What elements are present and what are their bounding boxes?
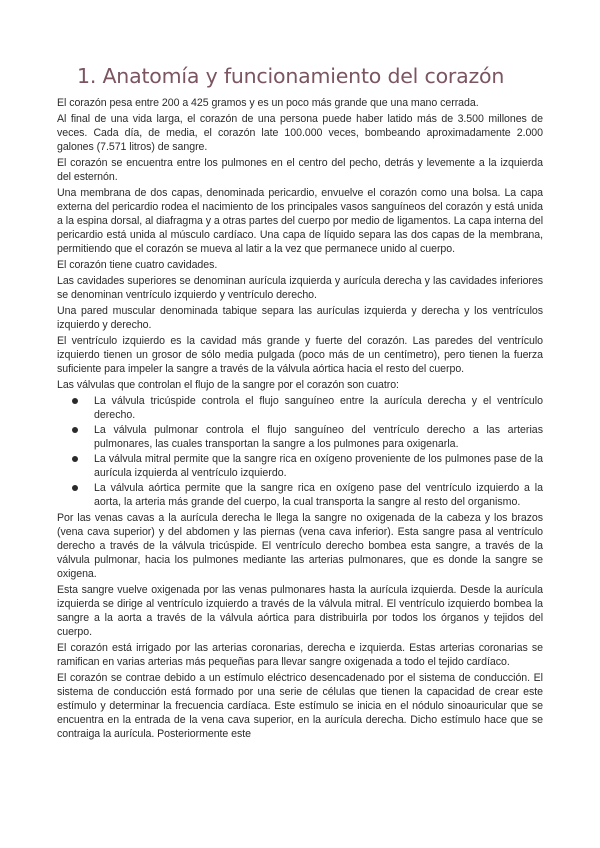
bullet-icon xyxy=(72,398,78,404)
paragraph-heartbeats: Al final de una vida larga, el corazón de una persona puede haber latido más de 3.500 millones de veces. Cada día, de media, el corazón late 100.000 veces, bombeando aproximadamente 2.000 galones (7.571 litros) de sangre. xyxy=(57,113,543,153)
paragraph-pulmonary-veins: Esta sangre vuelve oxigenada por las venas pulmonares hasta la aurícula izquierda. Desde la aurícula izquierda se dirige al ventrículo izquierdo a través de la válvula mitral. El ventrículo izquierdo bombea la sangre a la aorta a través de la válvula aórtica para distribuirla por todos los órganos y tejidos del cuerpo. xyxy=(57,584,543,638)
valve-pulmonary-text: La válvula pulmonar controla el flujo sanguíneo del ventrículo derecho a las arterias pulmonares, las cuales transportan la sangre a los pulmones para oxigenarla. xyxy=(94,424,543,450)
list-item xyxy=(94,452,543,480)
paragraph-location: El corazón se encuentra entre los pulmones en el centro del pecho, detrás y levemente a la izquierda del esternón. xyxy=(57,157,543,183)
paragraph-valves-intro: Las válvulas que controlan el flujo de la sangre por el corazón son cuatro: xyxy=(57,379,399,391)
page-title: 1. Anatomía y funcionamiento del corazón xyxy=(77,64,505,88)
list-item xyxy=(94,481,543,509)
valves-list xyxy=(57,394,543,509)
bullet-icon xyxy=(72,485,78,491)
paragraph-left-ventricle: El ventrículo izquierdo es la cavidad más grande y fuerte del corazón. Las paredes del ventrículo izquierdo tienen un grosor de sólo media pulgada (poco más de un centímetro), pero tienen la fuerza suficiente para impeler la sangre a través de la válvula aórtica hacia el resto del cuerpo. xyxy=(57,335,543,375)
valve-aortic-text: La válvula aórtica permite que la sangre rica en oxígeno pase del ventrículo izquierdo a la aorta, la arteria más grande del cuerpo, la cual transporta la sangre al resto del organismo. xyxy=(94,482,543,508)
valve-tricuspid-text: La válvula tricúspide controla el flujo sanguíneo entre la aurícula derecha y el ventrículo derecho. xyxy=(94,395,543,421)
bullet-icon xyxy=(72,427,78,433)
paragraph-pericardium: Una membrana de dos capas, denominada pericardio, envuelve el corazón como una bolsa. La capa externa del pericardio rodea el nacimiento de los principales vasos sanguíneos del corazón y está unida a la espina dorsal, al diafragma y a otras partes del cuerpo por medio de ligamentos. La capa interna del pericardio está unida al músculo cardíaco. Una capa de líquido separa las dos capas de la membrana, permitiendo que el corazón se mueva al latir a la vez que permanece unido al cuerpo. xyxy=(57,187,543,255)
paragraph-venae-cavae: Por las venas cavas a la aurícula derecha le llega la sangre no oxigenada de la cabeza y los brazos (vena cava superior) y del abdomen y las piernas (vena cava inferior). Esta sangre pasa al ventrículo derecho a través de la válvula tricúspide. El ventrículo derecho bombea esta sangre, a través de la válvula pulmonar, hacia los pulmones mediante las arterias pulmonares, que es donde la sangre se oxigena. xyxy=(57,512,543,580)
paragraph-four-cavities: El corazón tiene cuatro cavidades. xyxy=(57,259,218,271)
paragraph-conduction-system: El corazón se contrae debido a un estímulo eléctrico desencadenado por el sistema de conducción. El sistema de conducción está formado por una serie de células que tienen la capacidad de crear este estímulo y determinar la frecuencia cardíaca. Este estímulo se inicia en el nódulo sinoauricular que se encuentra en la entrada de la vena cava superior, en la aurícula derecha. Dicho estímulo hace que se contraiga la aurícula. Posteriormente este xyxy=(57,672,543,740)
bullet-icon xyxy=(72,456,78,462)
paragraph-coronary-arteries: El corazón está irrigado por las arterias coronarias, derecha e izquierda. Estas arterias coronarias se ramifican en varias arterias más pequeñas para llevar sangre oxigenada a todo el tejido cardíaco. xyxy=(57,642,543,668)
valve-mitral-text: La válvula mitral permite que la sangre rica en oxígeno proveniente de los pulmones pase de la aurícula izquierda al ventrículo izquierdo. xyxy=(94,453,543,479)
list-item xyxy=(94,423,543,451)
paragraph-weight: El corazón pesa entre 200 a 425 gramos y es un poco más grande que una mano cerrada. xyxy=(57,97,479,109)
list-item xyxy=(94,394,543,422)
paragraph-cavity-names: Las cavidades superiores se denominan aurícula izquierda y aurícula derecha y las cavidades inferiores se denominan ventrículo izquierdo y ventrículo derecho. xyxy=(57,275,543,301)
paragraph-septum: Una pared muscular denominada tabique separa las aurículas izquierda y derecha y los ventrículos izquierdo y derecho. xyxy=(57,305,543,331)
